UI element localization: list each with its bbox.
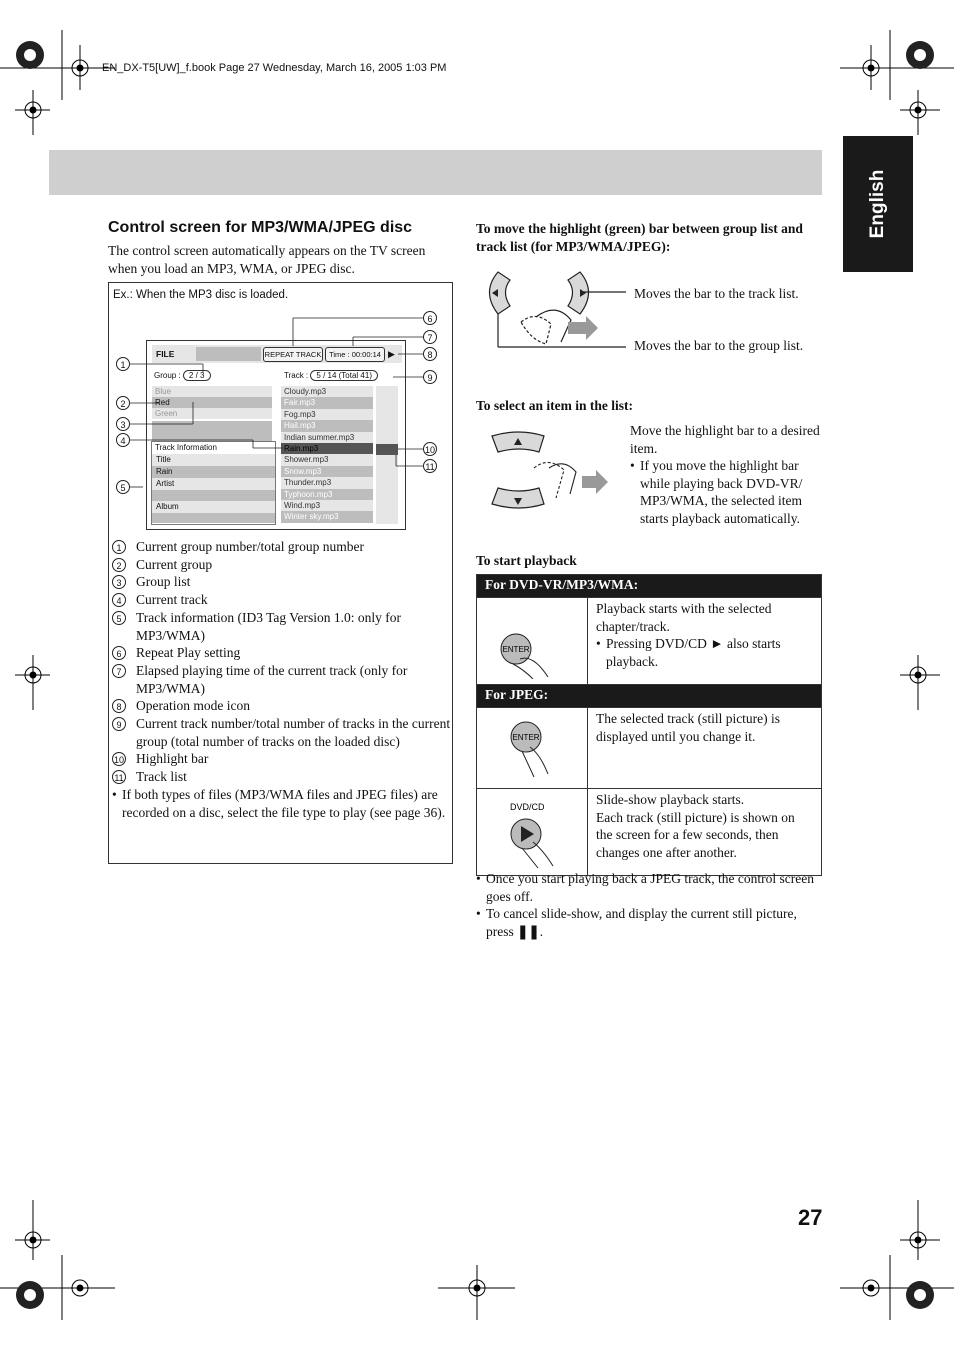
legend-number: 3 [112,573,136,591]
enter-button-illustration [478,599,586,679]
enter-button-cell-jpeg [477,708,588,789]
legend-number: 4 [112,591,136,609]
legend-text: Operation mode icon [136,698,250,714]
legend-number: 10 [112,750,136,768]
legend-text: Highlight bar [136,751,209,767]
dvdcd-label: DVD/CD [510,802,545,812]
header-band [49,150,822,195]
note-1: Once you start playing back a JPEG track, the control screen goes off. [486,871,815,904]
track-item: Shower.mp3 [281,454,373,465]
slide-text-1: Slide-show playback starts. [596,792,745,807]
legend-number: 6 [112,644,136,662]
dvd-header: For DVD-VR/MP3/WMA: [477,575,822,598]
section-heading: Control screen for MP3/WMA/JPEG disc [108,219,413,236]
legend-list [112,538,452,821]
enter-button-label: ENTER [512,733,540,742]
legend-number: 8 [112,697,136,715]
legend-text: Track information (ID3 Tag Version 1.0: only for MP3/WMA) [136,609,402,643]
callout-3: 3 [116,417,130,431]
legend-item [112,750,452,768]
callout-5: 5 [116,480,130,494]
enter-button-cell [477,598,588,685]
dvd-bullet: Pressing DVD/CD ► also starts playback. [606,636,781,669]
legend-text: Track list [136,769,187,785]
track-item: Fair.mp3 [281,397,373,408]
select-text: Move the highlight bar to a desired item. [630,423,820,456]
legend-item [112,556,452,574]
track-item-highlighted: Rain.mp3 [281,443,373,454]
playback-table [476,574,822,876]
info-field: Album [152,501,275,513]
move-left-text: Moves the bar to the group list. [634,338,804,353]
track-item: Winter sky.mp3 [281,511,373,522]
dvdcd-button-cell [477,789,588,876]
info-field: Title [152,454,275,466]
language-tab [843,136,913,272]
legend-text: Current track [136,592,208,608]
example-label: Ex.: When the MP3 disc is loaded. [113,289,289,301]
group-item: Blue [152,386,272,397]
group-label: Group : [154,371,181,380]
legend-text: Repeat Play setting [136,645,241,661]
slide-description [588,789,822,876]
callout-9: 9 [423,370,437,384]
legend-number: 7 [112,662,136,697]
callout-6: 6 [423,311,437,325]
legend-number: 11 [112,768,136,786]
group-item-current: Red [152,397,272,408]
track-item: Hail.mp3 [281,420,373,431]
file-header-note: EN_DX-T5[UW]_f.book Page 27 Wednesday, March 16, 2005 1:03 PM [102,62,447,74]
group-item: Green [152,408,272,419]
jpeg-text: The selected track (still picture) is displayed until you change it. [588,708,822,789]
track-label: Track : [284,371,309,380]
legend-number: 1 [112,538,136,556]
enter-button-illustration [478,709,586,783]
track-item: Indian summer.mp3 [281,432,373,443]
operation-mode-icon: ▶ [388,349,395,359]
pause-icon: ❚❚ [517,923,540,939]
legend-number: 2 [112,556,136,574]
callout-11: 11 [423,459,437,473]
callout-lines [108,300,453,510]
track-item: Fog.mp3 [281,409,373,420]
time-value: 00:00:14 [351,350,381,359]
track-value: 5 / 14 (Total 41) [310,370,378,381]
legend-note: • If both types of files (MP3/WMA files and JPEG files) are recorded on a disc, select the file type to play (see page 36). [112,786,452,821]
track-item: Thunder.mp3 [281,477,373,488]
select-bullet: • If you move the highlight bar while playing back DVD-VR/ MP3/WMA, the selected item starts playback automatically. [630,457,820,527]
dvd-description: Playback starts with the selected chapter/track. • Pressing DVD/CD ► also starts playback. [588,598,822,685]
legend-text: Current group [136,556,213,572]
info-field: Artist [152,478,275,490]
file-label: FILE [153,347,196,361]
dvd-text: Playback starts with the selected chapter/track. [596,601,772,634]
jpeg-header: For JPEG: [477,685,822,708]
callout-2: 2 [116,396,130,410]
note-2: To cancel slide-show, and display the current still picture, press [486,906,797,939]
legend-text: Current track number/total number of tracks in the current group (total number of tracks on the loaded disc) [136,716,451,749]
track-item: Cloudy.mp3 [281,386,373,397]
callout-4: 4 [116,433,130,447]
page-number: 27 [798,1205,823,1230]
track-item: Snow.mp3 [281,466,373,477]
repeat-setting: REPEAT TRACK [263,347,323,362]
legend-item [112,768,452,786]
up-down-buttons-illustration [484,428,614,513]
callout-10: 10 [423,442,437,456]
dvdcd-button-illustration [478,790,586,870]
legend-item [112,644,452,662]
select-heading: To select an item in the list: [476,398,633,413]
track-item: Wind.mp3 [281,500,373,511]
info-field-filler [152,513,275,523]
legend-number: 5 [112,609,136,644]
legend-item [112,697,452,715]
time-label: Time : [329,350,350,359]
legend-item [112,609,452,644]
legend-item [112,538,452,556]
language-tab-label: English [867,169,888,239]
legend-note-text: If both types of files (MP3/WMA files and JPEG files) are recorded on a disc, select the file type to play (see page 36). [122,786,446,820]
legend-item [112,715,452,750]
enter-button-label: ENTER [502,645,530,654]
notes: • Once you start playing back a JPEG track, the control screen goes off. • To cancel slide-show, and display the current still picture, press ❚❚. [476,870,824,940]
callout-1: 1 [116,357,130,371]
legend-item [112,591,452,609]
callout-8: 8 [423,347,437,361]
legend-text: Elapsed playing time of the current track (only for MP3/WMA) [136,662,408,696]
legend-text: Group list [136,574,191,590]
intro-text: The control screen automatically appears on the TV screen when you load an MP3, WMA, or JPEG disc. [108,243,426,276]
legend-item [112,662,452,697]
slide-text-2: Each track (still picture) is shown on the screen for a few seconds, then changes one after another. [596,809,795,860]
start-heading: To start playback [476,553,577,568]
legend-number: 9 [112,715,136,750]
move-heading: To move the highlight (green) bar between group list and track list (for MP3/WMA/JPEG): [476,221,803,254]
info-field: Rain [152,466,275,478]
move-right-text: Moves the bar to the track list. [634,286,799,301]
group-value: 2 / 3 [183,370,211,381]
select-bullet-text: If you move the highlight bar while playing back DVD-VR/ MP3/WMA, the selected item starts playback automatically. [640,458,803,526]
cursor-buttons-illustration [476,262,626,357]
legend-text: Current group number/total group number [136,539,364,554]
legend-item [112,573,452,591]
track-item: Typhoon.mp3 [281,489,373,500]
callout-7: 7 [423,330,437,344]
track-info-title: Track Information [152,442,275,454]
